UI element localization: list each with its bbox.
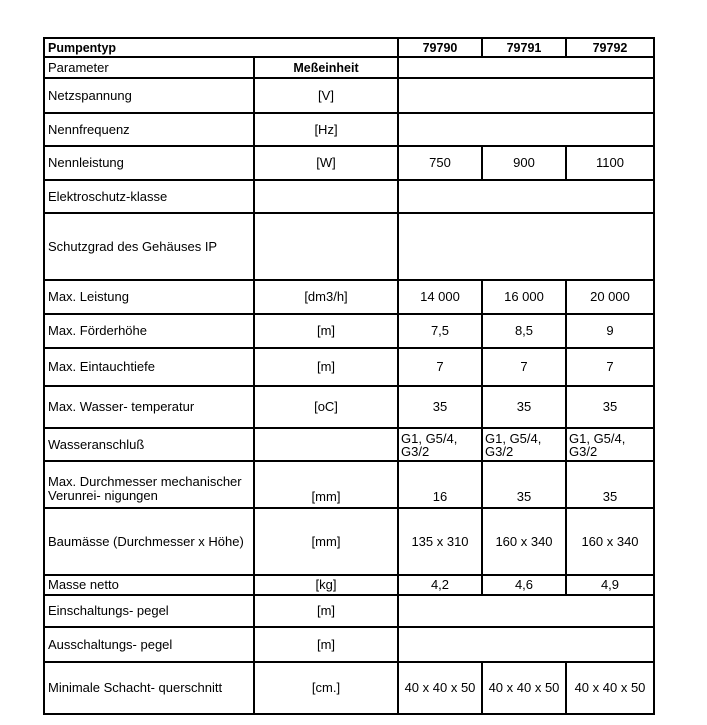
param-label: Wasseranschluß xyxy=(48,436,145,452)
param-label: Schutzgrad des Gehäuses IP xyxy=(48,238,218,254)
table-rule xyxy=(44,661,655,663)
table-rule xyxy=(44,574,655,576)
table-rule xyxy=(44,385,655,387)
value-cell: 35 xyxy=(516,399,532,414)
value-cell: 35 xyxy=(602,489,618,504)
table-rule xyxy=(481,313,483,349)
value-cell: 8,5 xyxy=(514,323,534,338)
value-cell: G1, G5/4, G3/2 xyxy=(401,430,458,459)
value-cell: 7,5 xyxy=(430,323,450,338)
empty-merged-cell xyxy=(398,627,654,662)
value-cell: 20 000 xyxy=(590,289,630,304)
table-rule xyxy=(481,347,483,387)
table-rule xyxy=(481,507,483,576)
table-rule xyxy=(565,37,567,58)
empty-merged-cell xyxy=(398,180,654,213)
value-cell: 40 x 40 x 50 xyxy=(488,680,560,695)
value-cell: 35 xyxy=(432,399,448,414)
table-rule xyxy=(44,507,655,509)
value-cell: 4,9 xyxy=(600,577,620,592)
unit-cell: [oC] xyxy=(314,399,338,414)
table-rule xyxy=(565,347,567,387)
table-rule xyxy=(565,427,567,462)
unit-cell: [cm.] xyxy=(311,680,341,695)
table-rule xyxy=(565,460,567,509)
unit-header: Meßeinheit xyxy=(293,60,359,75)
table-rule xyxy=(481,37,483,58)
param-label: Max. Wasser- temperatur xyxy=(48,399,195,414)
model-number: 79792 xyxy=(592,40,628,55)
table-rule xyxy=(44,313,655,315)
table-rule xyxy=(653,37,655,715)
value-cell: 35 xyxy=(516,489,532,504)
table-rule xyxy=(44,427,655,429)
unit-cell: [m] xyxy=(316,636,336,652)
unit-cell: [kg] xyxy=(315,577,337,592)
unit-cell xyxy=(254,428,398,461)
unit-cell: [Hz] xyxy=(314,121,338,137)
table-rule xyxy=(44,145,655,147)
table-rule xyxy=(481,460,483,509)
param-label: Minimale Schacht- querschnitt xyxy=(48,680,223,695)
table-rule xyxy=(43,37,45,715)
unit-cell: [m] xyxy=(316,359,336,374)
value-cell: 750 xyxy=(429,155,451,170)
table-rule xyxy=(44,77,655,79)
value-cell: 4,2 xyxy=(430,577,450,592)
param-label: Einschaltungs- pegel xyxy=(48,603,169,618)
unit-cell xyxy=(254,180,398,213)
table-rule xyxy=(44,594,655,596)
table-rule xyxy=(44,347,655,349)
param-label: Masse netto xyxy=(48,577,119,592)
value-cell: 4,6 xyxy=(514,577,534,592)
table-rule xyxy=(565,661,567,715)
pump-type-label: Pumpentyp xyxy=(48,40,117,55)
value-cell: 7 xyxy=(520,359,528,374)
parameter-header: Parameter xyxy=(48,59,109,75)
unit-cell: [m] xyxy=(316,323,336,338)
unit-cell: [mm] xyxy=(311,533,341,549)
param-label: Max. Leistung xyxy=(48,289,129,304)
unit-cell: [V] xyxy=(318,87,334,103)
param-label: Max. Eintauchtiefe xyxy=(48,359,155,374)
unit-cell: [dm3/h] xyxy=(304,289,348,304)
table-rule xyxy=(253,56,255,715)
table-rule xyxy=(565,385,567,429)
table-rule xyxy=(481,279,483,315)
table-rule xyxy=(565,145,567,181)
table-rule xyxy=(44,212,655,214)
table-rule xyxy=(397,37,399,715)
table-rule xyxy=(44,626,655,628)
table-rule xyxy=(44,279,655,281)
value-cell: 16 xyxy=(432,489,448,504)
value-cell: 900 xyxy=(513,155,535,170)
param-label: Max. Durchmesser mechanischer Verunrei- nigungen xyxy=(48,474,242,503)
value-cell: 16 000 xyxy=(504,289,544,304)
model-number: 79790 xyxy=(422,40,458,55)
unit-cell xyxy=(254,213,398,280)
empty-merged-cell xyxy=(398,113,654,146)
empty-merged-cell xyxy=(398,213,654,280)
param-label: Nennfrequenz xyxy=(48,121,130,137)
table-rule xyxy=(565,507,567,576)
unit-cell: [W] xyxy=(316,155,336,170)
value-cell: 9 xyxy=(606,323,614,338)
value-cell: G1, G5/4, G3/2 xyxy=(569,430,626,459)
value-cell: 160 x 340 xyxy=(495,533,553,549)
table-rule xyxy=(565,279,567,315)
value-cell: 40 x 40 x 50 xyxy=(404,680,476,695)
param-label: Ausschaltungs- pegel xyxy=(48,636,173,652)
table-rule xyxy=(481,427,483,462)
unit-cell: [m] xyxy=(316,603,336,618)
table-rule xyxy=(44,713,655,715)
empty-merged-cell xyxy=(398,78,654,113)
param-label: Elektroschutz-klasse xyxy=(48,188,168,204)
unit-cell: [mm] xyxy=(311,489,341,504)
value-cell: 7 xyxy=(606,359,614,374)
table-rule xyxy=(481,385,483,429)
model-number: 79791 xyxy=(506,40,542,55)
table-rule xyxy=(481,574,483,596)
empty-merged-cell xyxy=(398,595,654,627)
value-cell: 135 x 310 xyxy=(411,533,469,549)
table-rule xyxy=(44,112,655,114)
param-label: Netzspannung xyxy=(48,87,132,103)
table-rule xyxy=(44,460,655,462)
value-cell: 160 x 340 xyxy=(581,533,639,549)
table-rule xyxy=(44,179,655,181)
value-cell: 14 000 xyxy=(420,289,460,304)
table-rule xyxy=(481,145,483,181)
table-rule xyxy=(565,313,567,349)
table-rule xyxy=(44,37,655,39)
value-cell: 40 x 40 x 50 xyxy=(574,680,646,695)
value-cell: 35 xyxy=(602,399,618,414)
param-label: Baumässe (Durchmesser x Höhe) xyxy=(48,533,244,549)
table-rule xyxy=(565,574,567,596)
param-label: Max. Förderhöhe xyxy=(48,323,147,338)
value-cell: G1, G5/4, G3/2 xyxy=(485,430,542,459)
pump-spec-table xyxy=(44,38,654,714)
table-rule xyxy=(44,56,655,58)
value-cell: 1100 xyxy=(596,155,624,170)
param-label: Nennleistung xyxy=(48,155,124,170)
value-cell: 7 xyxy=(436,359,444,374)
table-rule xyxy=(481,661,483,715)
